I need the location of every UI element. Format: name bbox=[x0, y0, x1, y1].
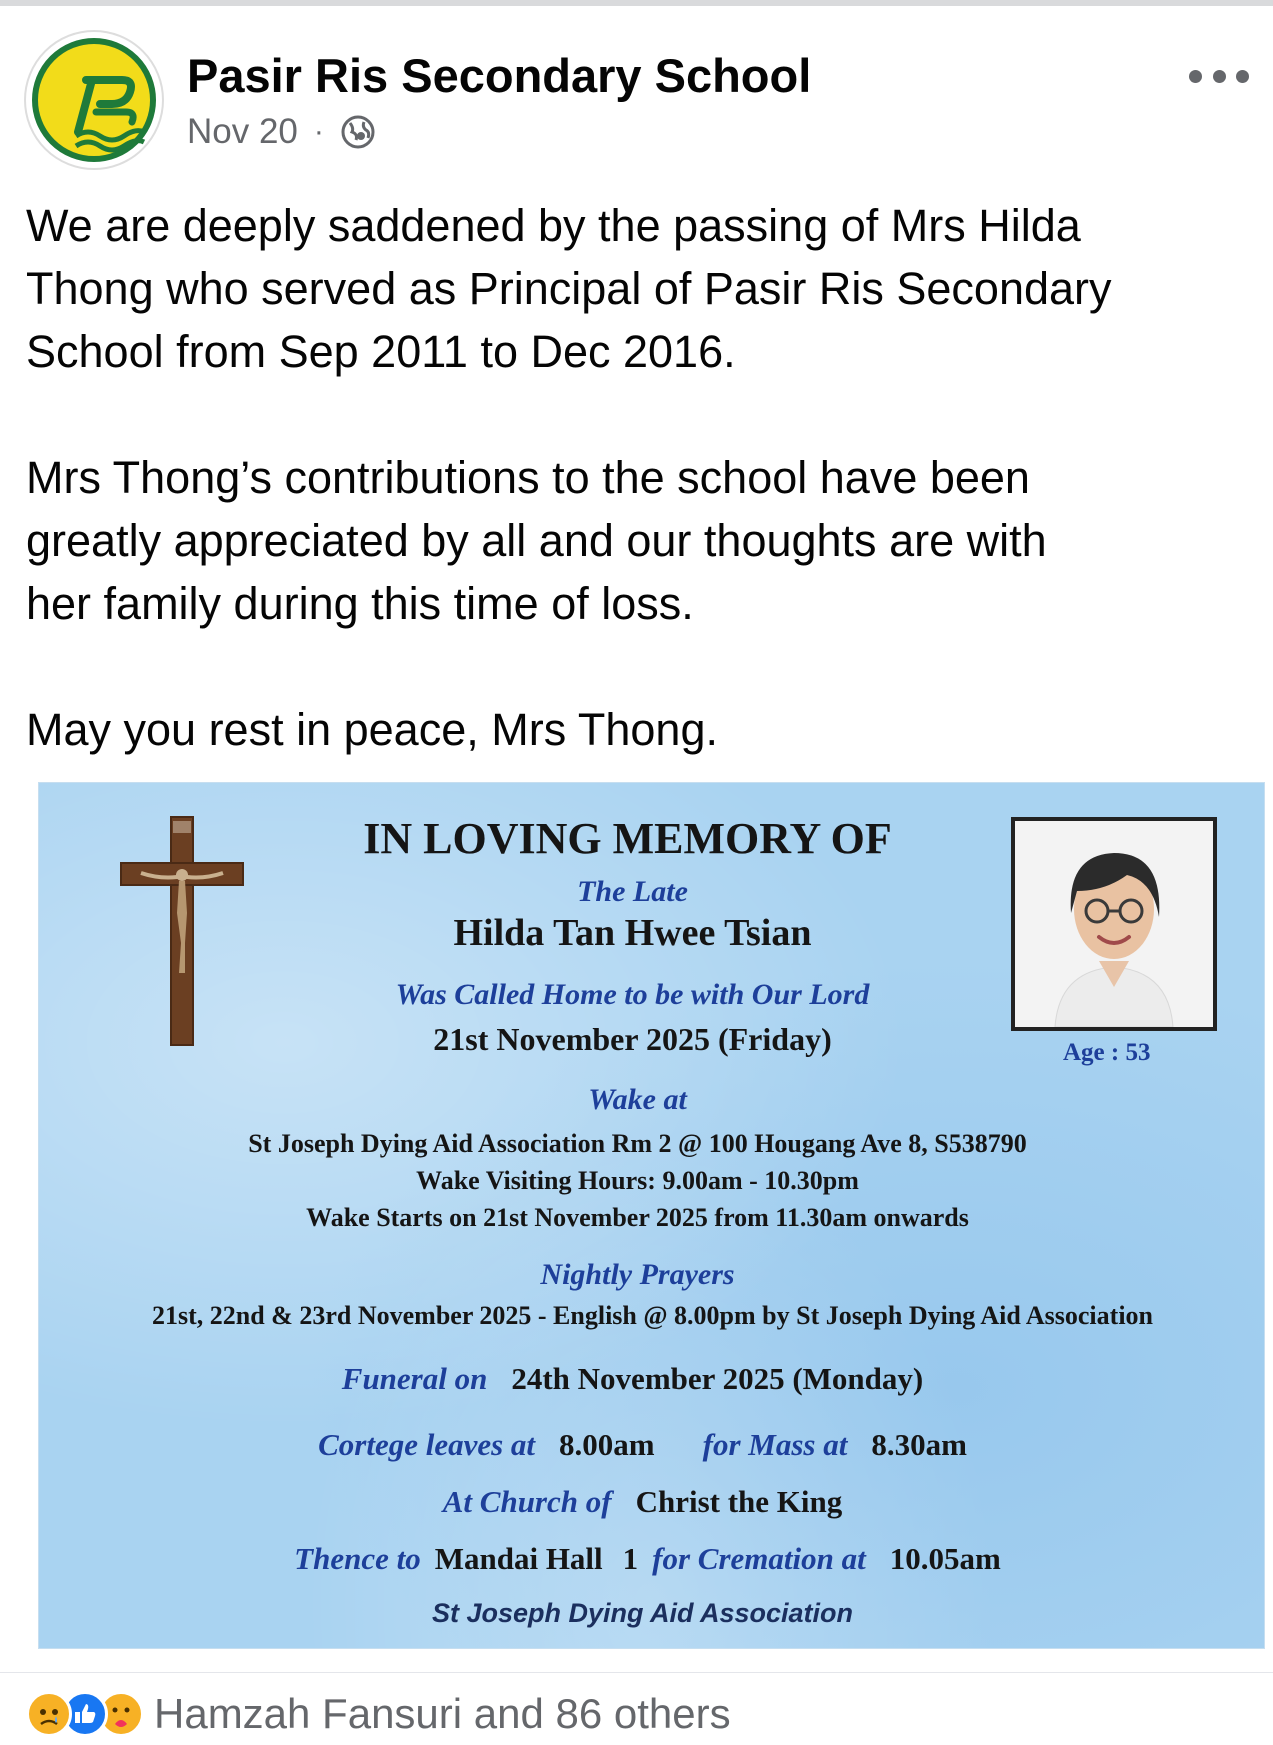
post-meta bbox=[187, 112, 376, 152]
cremation-time: 10.05am bbox=[889, 1541, 1001, 1576]
called-home-text: Was Called Home to be with Our Lord bbox=[395, 978, 870, 1011]
prayers-heading: Nightly Prayers bbox=[540, 1258, 735, 1291]
more-options-icon[interactable] bbox=[1189, 64, 1249, 88]
post-line: May you rest in peace, Mrs Thong. bbox=[26, 704, 718, 755]
funeral-label: Funeral on bbox=[341, 1361, 488, 1396]
page-name[interactable]: Pasir Ris Secondary School bbox=[187, 49, 812, 102]
notice-the-late: The Late bbox=[577, 875, 688, 908]
school-logo bbox=[32, 38, 156, 162]
church-label: At Church of bbox=[442, 1484, 612, 1519]
deceased-name: Hilda Tan Hwee Tsian bbox=[453, 912, 812, 954]
top-divider bbox=[0, 0, 1273, 6]
portrait-frame bbox=[1015, 821, 1213, 1027]
cortege-time: 8.00am bbox=[559, 1427, 655, 1462]
mass-time: 8.30am bbox=[871, 1427, 967, 1462]
thence-label: Thence to bbox=[294, 1541, 421, 1576]
post-line: We are deeply saddened by the passing of Mrs Hilda bbox=[26, 200, 1081, 251]
portrait-illustration bbox=[1015, 821, 1213, 1027]
cortege-line bbox=[39, 1427, 1265, 1463]
memorial-notice-image[interactable] bbox=[38, 782, 1265, 1649]
organiser-name: St Joseph Dying Aid Association bbox=[431, 1598, 854, 1628]
post-line: Mrs Thong’s contributions to the school have been bbox=[26, 452, 1030, 503]
more-dot bbox=[1189, 70, 1202, 83]
post-line: her family during this time of loss. bbox=[26, 578, 694, 629]
date-of-passing: 21st November 2025 (Friday) bbox=[433, 1021, 832, 1057]
globe-icon[interactable] bbox=[340, 114, 376, 150]
page-avatar[interactable] bbox=[24, 30, 164, 170]
post-header bbox=[24, 30, 1249, 170]
school-logo-mark bbox=[56, 62, 156, 162]
mass-label: for Mass at bbox=[702, 1427, 848, 1462]
more-dot bbox=[1213, 70, 1226, 83]
portrait-photo bbox=[1011, 817, 1217, 1031]
hall-name: Mandai Hall bbox=[434, 1541, 603, 1576]
post-line: School from Sep 2011 to Dec 2016. bbox=[26, 326, 736, 377]
cortege-label: Cortege leaves at bbox=[318, 1427, 536, 1462]
wake-hours: Wake Visiting Hours: 9.00am - 10.30pm bbox=[416, 1166, 859, 1195]
church-name: Christ the King bbox=[635, 1484, 843, 1519]
cremation-label: for Cremation at bbox=[652, 1541, 866, 1576]
prayers-detail: 21st, 22nd & 23rd November 2025 - English @ 8.00pm by St Joseph Dying Aid Association bbox=[151, 1301, 1153, 1330]
meta-separator: · bbox=[313, 115, 324, 148]
post-paragraph-3 bbox=[26, 698, 1251, 761]
footer-divider bbox=[0, 1672, 1273, 1673]
church-line bbox=[39, 1484, 1265, 1520]
post-line: Thong who served as Principal of Pasir Ris Secondary bbox=[26, 263, 1112, 314]
reactions-text[interactable]: Hamzah Fansuri and 86 others bbox=[154, 1690, 731, 1737]
funeral-date: 24th November 2025 (Monday) bbox=[511, 1361, 924, 1396]
wake-address: St Joseph Dying Aid Association Rm 2 @ 100 Hougang Ave 8, S538790 bbox=[248, 1129, 1027, 1158]
wake-starts: Wake Starts on 21st November 2025 from 11.30am onwards bbox=[306, 1203, 969, 1232]
post-message bbox=[26, 194, 1251, 761]
sad-reaction-icon bbox=[26, 1691, 72, 1737]
post-line: greatly appreciated by all and our thoughts are with bbox=[26, 515, 1047, 566]
wake-heading: Wake at bbox=[588, 1083, 687, 1116]
hall-number: 1 bbox=[622, 1541, 639, 1576]
post-paragraph-2 bbox=[26, 446, 1251, 635]
notice-title: IN LOVING MEMORY OF bbox=[363, 814, 892, 863]
more-dot bbox=[1236, 70, 1249, 83]
age-label: Age : 53 bbox=[1063, 1039, 1151, 1066]
thence-line bbox=[39, 1541, 1265, 1577]
reactions-summary[interactable] bbox=[26, 1688, 731, 1740]
funeral-line bbox=[39, 1361, 1265, 1397]
post-paragraph-1 bbox=[26, 194, 1251, 383]
post-date[interactable]: Nov 20 bbox=[187, 112, 298, 151]
